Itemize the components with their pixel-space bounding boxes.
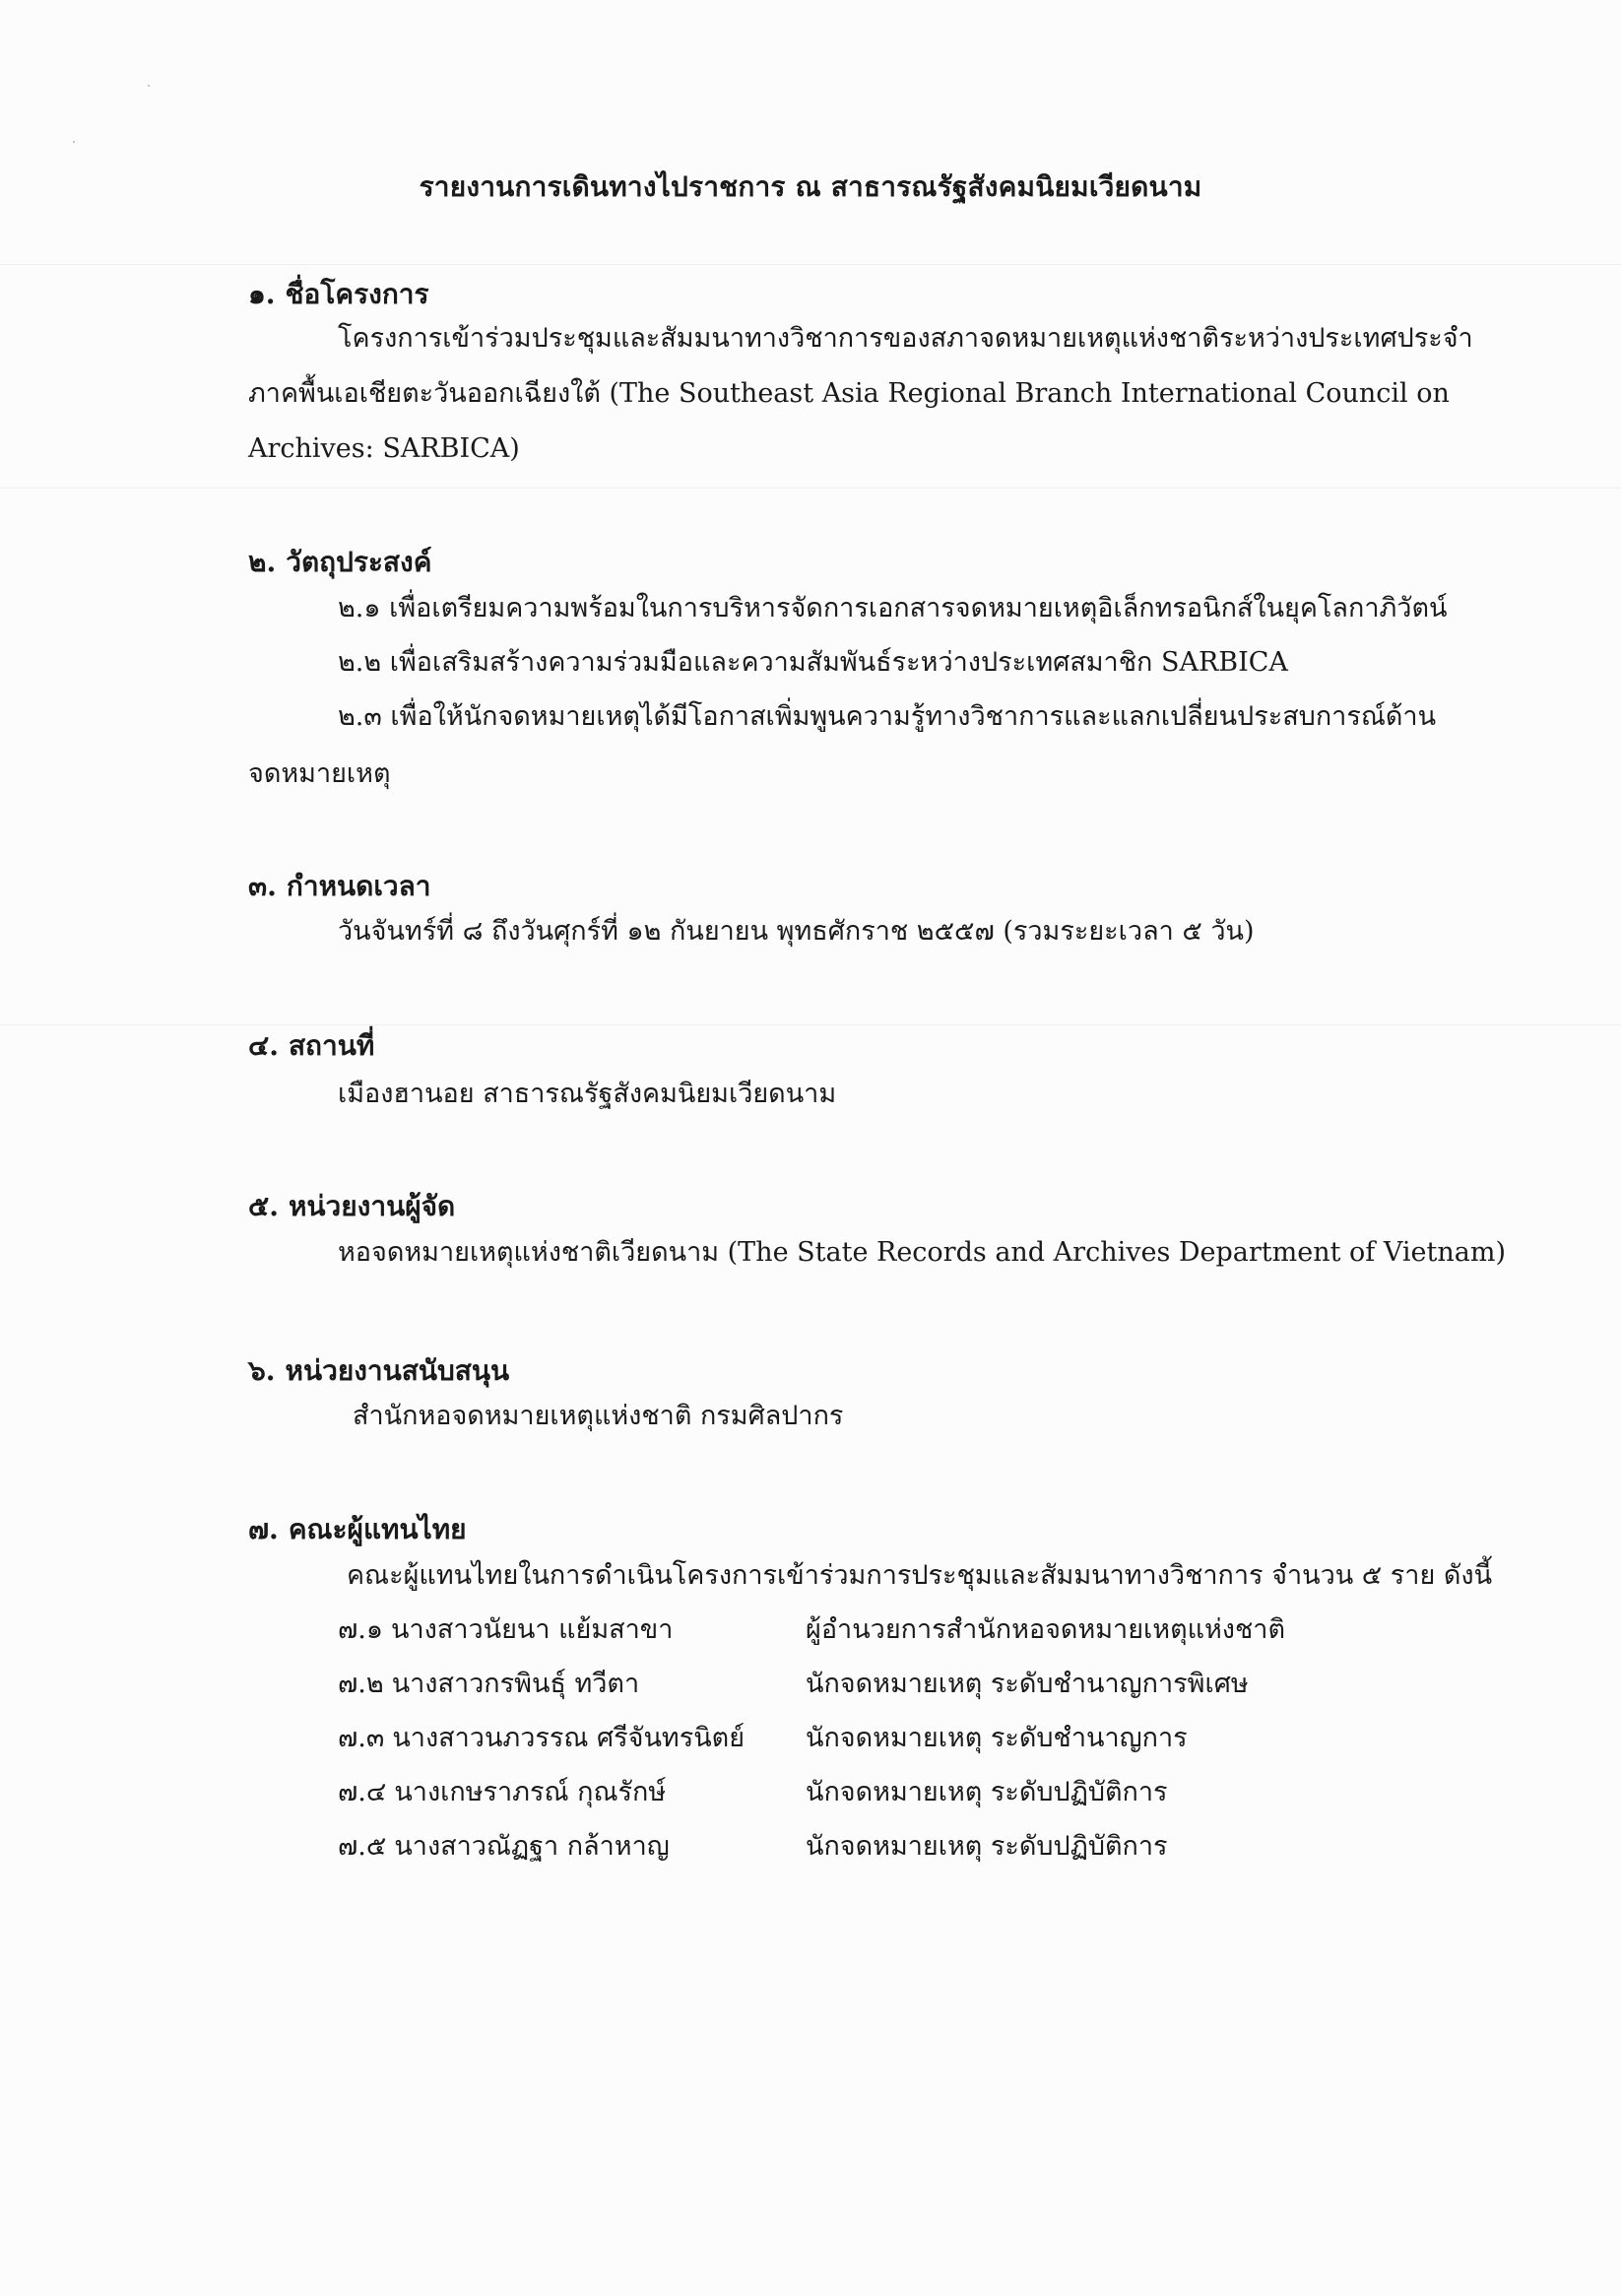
member-position: นักจดหมายเหตุ ระดับชำนาญการพิเศษ xyxy=(806,1669,1249,1699)
section-number: ๒. xyxy=(248,546,277,578)
member-number: ๗.๒ xyxy=(338,1669,384,1699)
section-title: วัตถุประสงค์ xyxy=(286,546,432,578)
section-1-line-2: ภาคพื้นเอเชียตะวันออกเฉียงใต้ (The Southeast Asia Regional Branch International Council on xyxy=(248,378,1450,409)
section-title: หน่วยงานสนับสนุน xyxy=(285,1354,510,1387)
section-heading-5 xyxy=(248,1185,455,1228)
section-title: หน่วยงานผู้จัด xyxy=(288,1190,456,1222)
member-position: นักจดหมายเหตุ ระดับปฏิบัติการ xyxy=(806,1831,1168,1862)
organizer-text: หอจดหมายเหตุแห่งชาติเวียดนาม (The State Records and Archives Department of Vietnam) xyxy=(338,1237,1506,1268)
scan-speck xyxy=(73,141,75,143)
section-1-line-1: โครงการเข้าร่วมประชุมและสัมมนาทางวิชาการของสภาจดหมายเหตุแห่งชาติระหว่างประเทศประจำ xyxy=(338,323,1473,354)
member-number: ๗.๓ xyxy=(338,1723,385,1753)
section-heading-6 xyxy=(248,1349,509,1393)
section-title: สถานที่ xyxy=(288,1029,375,1062)
member-fullname: นางสาวกรพินธุ์ ทวีตา xyxy=(391,1669,640,1699)
section-title: คณะผู้แทนไทย xyxy=(288,1513,467,1545)
section-title: กำหนดเวลา xyxy=(286,870,431,902)
objective-item: ๒.๑ เพื่อเตรียมความพร้อมในการบริหารจัดการเอกสารจดหมายเหตุอิเล็กทรอนิกส์ในยุคโลกาภิวัตน์ xyxy=(338,593,1448,623)
member-name xyxy=(338,1612,673,1648)
member-number: ๗.๔ xyxy=(338,1777,387,1807)
supporter-text: สำนักหอจดหมายเหตุแห่งชาติ กรมศิลปากร xyxy=(353,1401,844,1431)
section-number: ๑. xyxy=(248,278,276,310)
member-name xyxy=(338,1775,666,1810)
location-text: เมืองฮานอย สาธารณรัฐสังคมนิยมเวียดนาม xyxy=(338,1079,837,1109)
section-title: ชื่อโครงการ xyxy=(285,278,429,310)
section-heading-1 xyxy=(248,273,429,316)
member-fullname: นางสาวนัยนา แย้มสาขา xyxy=(391,1614,674,1645)
section-heading-4 xyxy=(248,1024,374,1068)
delegation-intro: คณะผู้แทนไทยในการดำเนินโครงการเข้าร่วมการประชุมและสัมมนาทางวิชาการ จำนวน ๕ ราย ดังนี้ xyxy=(347,1560,1493,1591)
section-heading-3 xyxy=(248,865,431,908)
objective-item: ๒.๒ เพื่อเสริมสร้างความร่วมมือและความสัมพันธ์ระหว่างประเทศสมาชิก SARBICA xyxy=(338,647,1288,678)
section-number: ๗. xyxy=(248,1513,279,1545)
member-position: นักจดหมายเหตุ ระดับชำนาญการ xyxy=(806,1723,1188,1753)
scan-speck xyxy=(148,85,150,87)
member-fullname: นางสาวนภวรรณ ศรีจันทรนิตย์ xyxy=(392,1723,746,1753)
scan-artifact xyxy=(0,1024,1621,1025)
scan-artifact xyxy=(0,488,1621,489)
section-number: ๖. xyxy=(248,1354,276,1387)
section-heading-2 xyxy=(248,541,431,584)
member-position: นักจดหมายเหตุ ระดับปฏิบัติการ xyxy=(806,1777,1168,1807)
scan-artifact xyxy=(0,264,1621,265)
member-fullname: นางสาวณัฏฐา กล้าหาญ xyxy=(394,1831,670,1862)
schedule-text: วันจันทร์ที่ ๘ ถึงวันศุกร์ที่ ๑๒ กันยายน พุทธศักราช ๒๕๕๗ (รวมระยะเวลา ๕ วัน) xyxy=(338,916,1255,947)
objective-item: ๒.๓ เพื่อให้นักจดหมายเหตุได้มีโอกาสเพิ่มพูนความรู้ทางวิชาการและแลกเปลี่ยนประสบการณ์ด้าน xyxy=(338,701,1437,732)
member-number: ๗.๕ xyxy=(338,1831,387,1862)
member-position: ผู้อำนวยการสำนักหอจดหมายเหตุแห่งชาติ xyxy=(806,1614,1286,1645)
member-number: ๗.๑ xyxy=(338,1614,384,1645)
section-number: ๓. xyxy=(248,870,277,902)
section-1-line-3: Archives: SARBICA) xyxy=(248,433,520,464)
section-number: ๔. xyxy=(248,1029,279,1062)
member-fullname: นางเกษราภรณ์ กุณรักษ์ xyxy=(394,1777,667,1807)
member-name xyxy=(338,1667,639,1702)
section-heading-7 xyxy=(248,1508,467,1551)
member-name xyxy=(338,1721,745,1756)
objective-item-continuation: จดหมายเหตุ xyxy=(248,758,391,789)
member-name xyxy=(338,1829,670,1865)
document-title: รายงานการเดินทางไปราชการ ณ สาธารณรัฐสังคมนิยมเวียดนาม xyxy=(419,170,1202,203)
section-number: ๕. xyxy=(248,1190,279,1222)
